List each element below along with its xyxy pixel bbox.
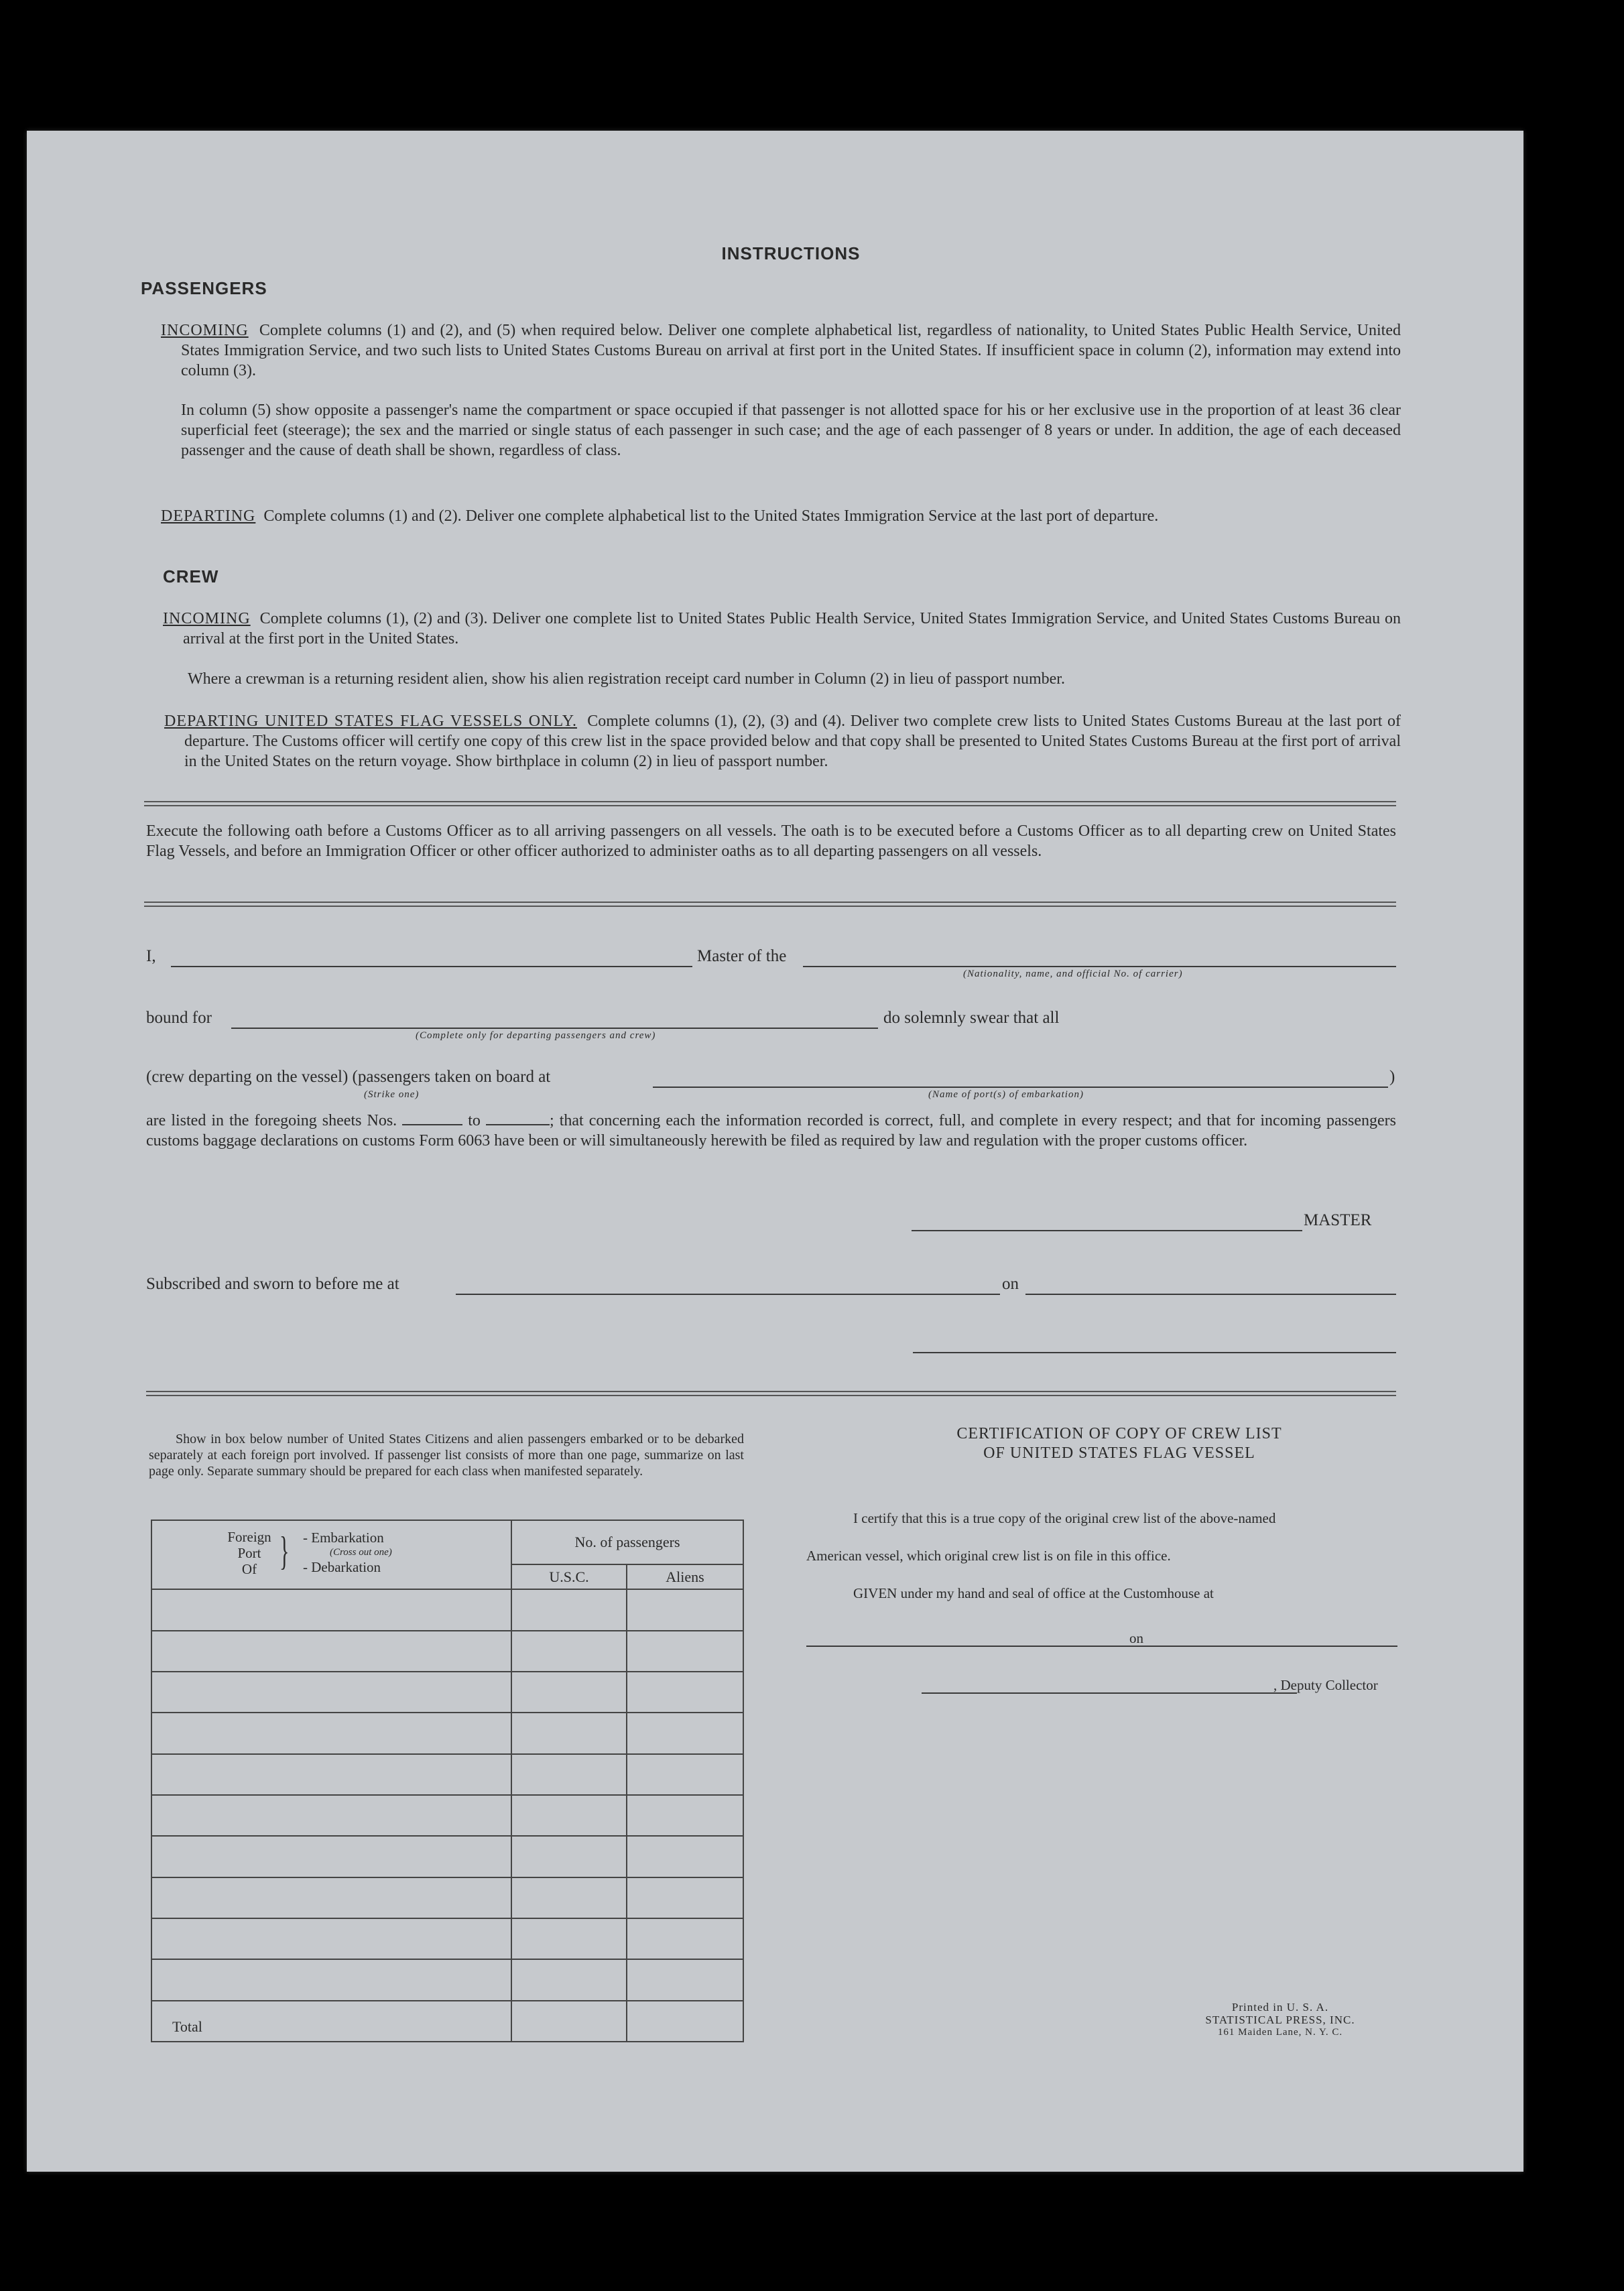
- aliens-cell[interactable]: [627, 1959, 743, 2000]
- certification-title: [858, 1424, 1381, 1463]
- table-row: [151, 1589, 743, 1630]
- port-cell[interactable]: [151, 1754, 511, 1795]
- usc-header: U.S.C.: [511, 1564, 627, 1589]
- passengers-departing-instruction: [161, 506, 1401, 526]
- printer-name: STATISTICAL PRESS, INC.: [1205, 2014, 1355, 2026]
- master-signature-field[interactable]: [912, 1230, 1302, 1231]
- bound-for-label: bound for: [146, 1009, 212, 1027]
- aliens-header: Aliens: [627, 1564, 743, 1589]
- crew-resident-alien-instruction: Where a crewman is a returning resident alien, show his alien registration receipt card number in Column (2) in lieu of passport number.: [188, 670, 1065, 688]
- cert-date-field[interactable]: [1153, 1646, 1397, 1647]
- crew-incoming-label: INCOMING: [163, 610, 251, 627]
- table-row: [151, 1672, 743, 1713]
- certify-line2: American vessel, which original crew list is on file in this office.: [806, 1548, 1171, 1564]
- passengers-incoming-instruction: [161, 320, 1401, 381]
- sworn-date-field[interactable]: [1025, 1294, 1396, 1295]
- printer-address: 161 Maiden Lane, N. Y. C.: [1217, 2027, 1343, 2038]
- sheet-to-field[interactable]: [486, 1112, 550, 1125]
- debarkation-option[interactable]: - Debarkation: [303, 1559, 381, 1575]
- embarkation-ports-field[interactable]: [653, 1087, 1388, 1088]
- table-row: [151, 1713, 743, 1753]
- port-cell[interactable]: [151, 1589, 511, 1630]
- embarkation-option[interactable]: - Embarkation: [303, 1530, 384, 1546]
- usc-cell[interactable]: [511, 1918, 627, 1959]
- port-cell[interactable]: [151, 1672, 511, 1713]
- oath-i-label: I,: [146, 947, 156, 965]
- section-divider: [146, 1391, 1396, 1396]
- cross-out-caption: (Cross out one): [330, 1547, 392, 1558]
- table-row: [151, 1836, 743, 1877]
- aliens-cell[interactable]: [627, 1713, 743, 1753]
- aliens-cell[interactable]: [627, 1589, 743, 1630]
- deputy-collector-signature-field[interactable]: [922, 1692, 1297, 1694]
- crew-incoming-text: Complete columns (1), (2) and (3). Deliver one complete list to United States Public Health Service, United States Immigration Service, and United States Customs Bureau on arrival at the first port in the United States.: [183, 610, 1401, 647]
- oath-intro: Execute the following oath before a Customs Officer as to all arriving passengers on all vessels. The oath is to be executed before a Customs Officer as to all departing crew on United States Flag Vessels, and before an Immigration Officer or other officer authorized to administer oaths as to all departing passengers on all vessels.: [146, 822, 1396, 860]
- passengers-column5-instruction: In column (5) show opposite a passenger's name the compartment or space occupied if that passenger is not allotted space for his or her exclusive use in the proportion of at least 36 clear superficial feet (steerage); the sex and the married or single status of each passenger in such case; and the age of each passenger of 8 years or under. In addition, the age of each deceased passenger and the cause of death shall be shown, regardless of class.: [181, 401, 1401, 459]
- table-row: [151, 1631, 743, 1672]
- deputy-collector-label: , Deputy Collector: [1273, 1677, 1378, 1693]
- crew-departing-instruction: [164, 711, 1401, 771]
- crew-passengers-text: (crew departing on the vessel) (passengers taken on board at: [146, 1068, 551, 1086]
- total-label: Total: [151, 2001, 511, 2042]
- foreign-label: Foreign: [227, 1529, 271, 1545]
- aliens-total-cell[interactable]: [627, 2001, 743, 2042]
- table-row: [151, 1754, 743, 1795]
- officer-signature-field[interactable]: [913, 1352, 1396, 1353]
- usc-cell[interactable]: [511, 1754, 627, 1795]
- passengers-incoming-label: INCOMING: [161, 322, 249, 339]
- printer-imprint: [1180, 2001, 1381, 2039]
- usc-cell[interactable]: [511, 1713, 627, 1753]
- cert-on-label: on: [1129, 1630, 1143, 1646]
- aliens-cell[interactable]: [627, 1631, 743, 1672]
- of-label: Of: [241, 1561, 257, 1577]
- table-row: [151, 1959, 743, 2000]
- port-cell[interactable]: [151, 1795, 511, 1836]
- master-name-field[interactable]: [171, 966, 692, 967]
- passenger-summary-table: [151, 1520, 744, 2042]
- sheet-from-field[interactable]: [402, 1112, 462, 1125]
- table-row: [151, 1918, 743, 1959]
- on-label: on: [1002, 1275, 1019, 1293]
- summary-instructions: Show in box below number of United States Citizens and alien passengers embarked or to be debarked separately at each foreign port involved. If passenger list consists of more than one page, summarize on last page only. Separate summary should be prepared for each class when manifested separately.: [149, 1432, 744, 1479]
- port-cell[interactable]: [151, 1959, 511, 2000]
- total-row: [151, 2001, 743, 2042]
- foreign-port-header: [151, 1520, 511, 1589]
- usc-total-cell[interactable]: [511, 2001, 627, 2042]
- page-title: INSTRUCTIONS: [721, 243, 861, 263]
- usc-cell[interactable]: [511, 1959, 627, 2000]
- table-row: [151, 1877, 743, 1918]
- aliens-cell[interactable]: [627, 1877, 743, 1918]
- crew-heading: CREW: [163, 566, 219, 586]
- form-page: [27, 131, 1523, 2172]
- aliens-cell[interactable]: [627, 1918, 743, 1959]
- oath-statement: [146, 1111, 1396, 1151]
- brace-glyph: }: [279, 1529, 290, 1573]
- certification-title-line1: CERTIFICATION OF COPY OF CREW LIST: [956, 1425, 1282, 1442]
- strike-one-caption: (Strike one): [364, 1089, 420, 1100]
- aliens-cell[interactable]: [627, 1795, 743, 1836]
- usc-cell[interactable]: [511, 1836, 627, 1877]
- aliens-cell[interactable]: [627, 1672, 743, 1713]
- bound-for-caption: (Complete only for departing passengers and crew): [416, 1030, 656, 1041]
- nationality-caption: (Nationality, name, and official No. of carrier): [963, 969, 1183, 979]
- port-cell[interactable]: [151, 1836, 511, 1877]
- port-label: Port: [237, 1545, 261, 1561]
- no-of-passengers-header: No. of passengers: [511, 1520, 743, 1564]
- section-divider: [144, 801, 1396, 806]
- printed-in-usa: Printed in U. S. A.: [1231, 2001, 1329, 2014]
- usc-cell[interactable]: [511, 1672, 627, 1713]
- port-cell[interactable]: [151, 1631, 511, 1672]
- crew-incoming-instruction: [163, 609, 1401, 649]
- section-divider: [144, 902, 1396, 907]
- aliens-cell[interactable]: [627, 1754, 743, 1795]
- carrier-field[interactable]: [803, 966, 1396, 967]
- crew-departing-label: DEPARTING UNITED STATES FLAG VESSELS ONLY.: [164, 713, 577, 730]
- passengers-departing-label: DEPARTING: [161, 507, 256, 525]
- usc-cell[interactable]: [511, 1877, 627, 1918]
- subscribed-label: Subscribed and sworn to before me at: [146, 1275, 399, 1293]
- close-paren: ): [1389, 1068, 1395, 1086]
- usc-cell[interactable]: [511, 1631, 627, 1672]
- passengers-incoming-text: Complete columns (1) and (2), and (5) when required below. Deliver one complete alphabetical list, regardless of nationality, to United States Public Health Service, United States Immigration Service, and two such lists to United States Customs Bureau on arrival at first port in the United States. If insufficient space in column (2), information may extend into column (3).: [181, 322, 1401, 379]
- given-text: GIVEN under my hand and seal of office at the Customhouse at: [853, 1585, 1214, 1601]
- table-row: [151, 1795, 743, 1836]
- to-text: to: [468, 1112, 481, 1129]
- port-cell[interactable]: [151, 1877, 511, 1918]
- usc-cell[interactable]: [511, 1795, 627, 1836]
- certification-title-line2: OF UNITED STATES FLAG VESSEL: [983, 1444, 1255, 1462]
- port-cell[interactable]: [151, 1713, 511, 1753]
- passengers-heading: PASSENGERS: [141, 278, 267, 298]
- bound-for-field[interactable]: [231, 1028, 878, 1029]
- usc-cell[interactable]: [511, 1589, 627, 1630]
- customhouse-field[interactable]: [806, 1646, 1153, 1647]
- statement-text: ; that concerning each the information recorded is correct, full, and complete in every respect; and that for incoming passengers customs baggage declarations on customs Form 6063 have been or will simultaneously herewith be filed as required by law and regulation with the proper customs officer.: [146, 1112, 1396, 1150]
- certify-line1: I certify that this is a true copy of the original crew list of the above-named: [853, 1510, 1276, 1526]
- crew-departing-text: Complete columns (1), (2), (3) and (4). Deliver two complete crew lists to United States Customs Bureau at the last port of departure. The Customs officer will certify one copy of this crew list in the space provided below and that copy shall be presented to United States Customs Bureau at the first port of arrival in the United States on the return voyage. Show birthplace in column (2) in lieu of passport number.: [184, 713, 1401, 770]
- solemnly-swear-text: do solemnly swear that all: [883, 1009, 1060, 1027]
- master-label: MASTER: [1304, 1211, 1372, 1229]
- sworn-location-field[interactable]: [456, 1294, 1000, 1295]
- master-of-the-label: Master of the: [697, 947, 787, 965]
- port-cell[interactable]: [151, 1918, 511, 1959]
- ports-caption: (Name of port(s) of embarkation): [928, 1089, 1084, 1100]
- aliens-cell[interactable]: [627, 1836, 743, 1877]
- listed-text: are listed in the foregoing sheets Nos.: [146, 1112, 397, 1129]
- passengers-departing-text: Complete columns (1) and (2). Deliver one complete alphabetical list to the United States Immigration Service at the last port of departure.: [263, 507, 1159, 525]
